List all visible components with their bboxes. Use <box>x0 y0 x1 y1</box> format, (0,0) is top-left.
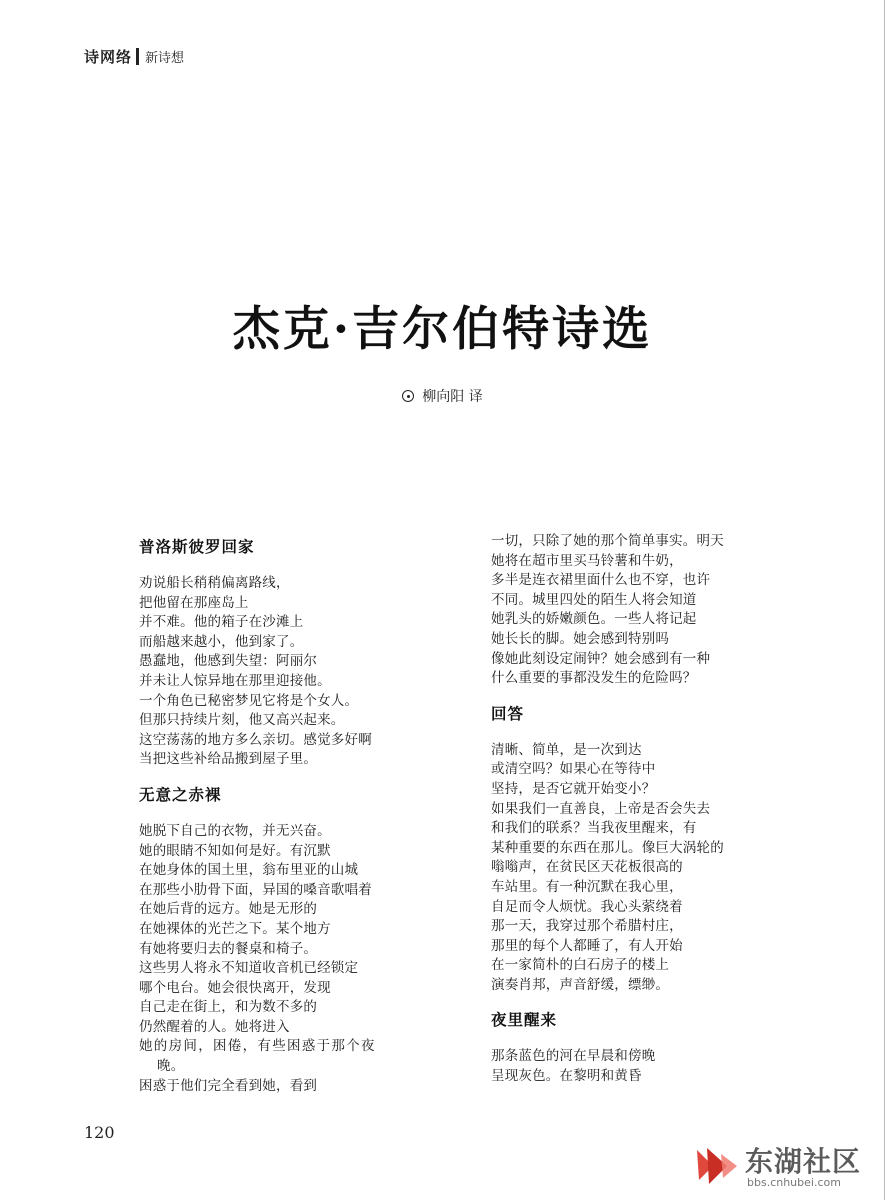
poem-line: 并未让人惊异地在那里迎接他。 <box>139 672 331 689</box>
article-title: 杰克·吉尔伯特诗选 <box>232 302 653 357</box>
watermark-url: bbs.cnhubei.com <box>747 1176 841 1189</box>
poem-title-prospero: 普洛斯彼罗回家 <box>139 538 255 556</box>
byline <box>0 386 885 406</box>
poem-line: 晚。 <box>157 1058 185 1075</box>
poem-line: 劝说船长稍稍偏离路线， <box>139 575 290 591</box>
translator-credit: 柳向阳 译 <box>422 389 483 405</box>
poem-line: 这些男人将永不知道收音机已经锁定 <box>139 960 359 977</box>
poem-line: 演奏肖邦，声音舒缓，缥缈。 <box>491 976 670 993</box>
header-divider <box>136 48 139 65</box>
poem-line: 她长长的脚。她会感到特别吗 <box>491 630 670 647</box>
poem-line: 当把这些补给品搬到屋子里。 <box>139 751 318 768</box>
right-column <box>491 532 791 1087</box>
poem-line: 某种重要的东西在那儿。像巨大涡轮的 <box>491 839 724 856</box>
poem-line: 一个角色已秘密梦见它将是个女人。 <box>139 692 359 709</box>
poem-line: 那一天，我穿过那个希腊村庄， <box>491 918 683 935</box>
poem-line: 仍然醒着的人。她将进入 <box>139 1018 290 1035</box>
running-header <box>84 46 184 67</box>
poem-line: 困惑于他们完全看到她，看到 <box>139 1077 318 1094</box>
poem-body-prospero <box>139 574 439 770</box>
poem-line: 和我们的联系？当我夜里醒来，有 <box>491 820 697 837</box>
poem-line: 嗡嗡声，在贫民区天花板很高的 <box>491 859 683 876</box>
poem-line: 她的房间，困倦，有些困惑于那个夜 <box>139 1038 376 1055</box>
poem-line: 在一家简朴的白石房子的楼上 <box>491 957 670 974</box>
poem-line: 在那些小肋骨下面，异国的嗓音歌唱着 <box>139 881 372 898</box>
poem-line: 愚蠢地，他感到失望：阿丽尔 <box>139 653 318 670</box>
poem-line: 清晰、简单，是一次到达 <box>491 741 642 758</box>
watermark-text: 东湖社区 <box>745 1145 862 1178</box>
poem-line: 什么重要的事都没发生的危险吗？ <box>491 670 697 687</box>
poem-line: 并不难。他的箱子在沙滩上 <box>139 614 304 631</box>
poem-line: 有她将要归去的餐桌和椅子。 <box>139 940 318 957</box>
poem-body-answer <box>491 741 791 996</box>
poem-line: 她脱下自己的衣物，并无兴奋。 <box>139 822 331 839</box>
poem-line: 她将在超市里买马铃薯和牛奶， <box>491 552 683 569</box>
journal-name: 诗网络 <box>84 48 133 66</box>
poem-line: 在她后背的远方。她是无形的 <box>139 901 318 918</box>
watermark <box>693 1140 873 1192</box>
poem-line: 呈现灰色。在黎明和黄昏 <box>491 1068 642 1085</box>
poem-line: 把他留在那座岛上 <box>139 594 249 611</box>
poem-line: 这空荡荡的地方多么亲切。感觉多好啊 <box>139 731 372 748</box>
poem-line: 像她此刻设定闹钟？她会感到有一种 <box>491 650 711 667</box>
poem-body-waking-at-night <box>491 1047 791 1086</box>
poem-line: 如果我们一直善良，上帝是否会失去 <box>491 800 711 817</box>
circle-dot-icon <box>402 390 414 402</box>
poem-line: 自己走在街上，和为数不多的 <box>139 999 318 1016</box>
poem-line: 但那只持续片刻，他又高兴起来。 <box>139 712 345 729</box>
poem-line: 在她裸体的光芒之下。某个地方 <box>139 920 331 937</box>
poem-title-waking-at-night: 夜里醒来 <box>491 1011 558 1030</box>
poem-line: 或清空吗？如果心在等待中 <box>491 761 656 778</box>
poem-title-nakedness: 无意之赤裸 <box>139 785 222 804</box>
poem-line: 不同。城里四处的陌生人将会知道 <box>491 591 697 608</box>
poem-line: 她乳头的娇嫩颜色。一些人将记起 <box>491 611 697 628</box>
section-name: 新诗想 <box>145 51 185 66</box>
poem-line: 车站里。有一种沉默在我心里， <box>491 878 683 895</box>
poem-line: 一切，只除了她的那个简单事实。明天 <box>491 533 724 549</box>
poem-line: 坚持，是否它就开始变小？ <box>491 780 656 797</box>
poem-line: 哪个电台。她会很快离开，发现 <box>139 979 331 996</box>
poem-body-nakedness <box>139 822 439 1096</box>
poem-line: 那里的每个人都睡了，有人开始 <box>491 937 683 954</box>
poem-line: 自足而令人烦忧。我心头萦绕着 <box>491 898 683 915</box>
poem-title-answer: 回答 <box>491 704 525 723</box>
poem-line: 她的眼睛不知如何是好。有沉默 <box>139 842 331 859</box>
watermark-logo-icon <box>693 1144 741 1186</box>
poem-line: 那条蓝色的河在早晨和傍晚 <box>491 1048 656 1065</box>
poem-line: 多半是连衣裙里面什么也不穿，也许 <box>491 572 711 589</box>
poem-line: 在她身体的国土里，翁布里亚的山城 <box>139 862 359 879</box>
poem-line: 而船越来越小，他到家了。 <box>139 633 304 650</box>
left-column <box>139 532 439 1096</box>
poem-body-nakedness-continued <box>491 532 791 689</box>
page-number: 120 <box>84 1123 115 1142</box>
